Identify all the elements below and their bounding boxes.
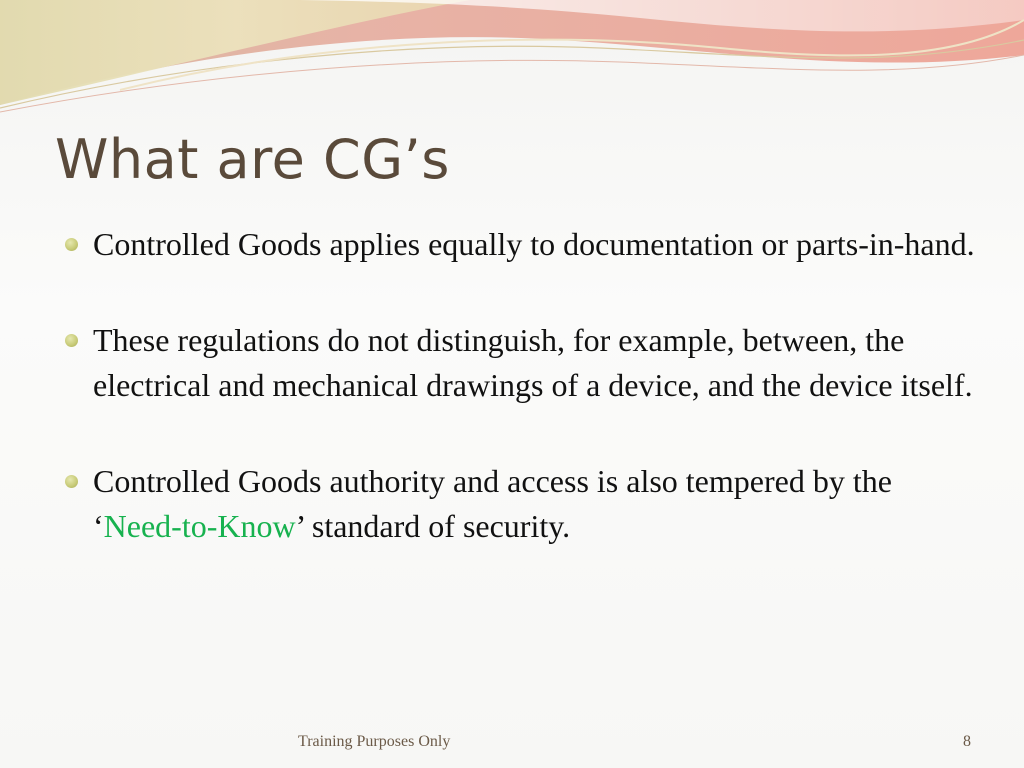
bullet-dot-icon: [65, 238, 78, 251]
bullet-dot-icon: [65, 334, 78, 347]
bullet-dot-icon: [65, 475, 78, 488]
decorative-swoosh-header: [0, 0, 1024, 130]
bullet-text-after: ’ standard of security.: [295, 508, 571, 544]
bullet-item: [60, 459, 980, 549]
bullet-item: [60, 318, 980, 408]
bullet-item: [60, 222, 980, 267]
slide-title: What are CG’s: [55, 128, 450, 191]
bullet-text: These regulations do not distinguish, for example, between, the electrical and mechanical drawings of a device, and the device itself.: [93, 322, 973, 403]
slide-footer: Training Purposes Only: [298, 733, 451, 750]
highlighted-term: Need-to-Know: [103, 508, 296, 544]
page-number: 8: [963, 733, 971, 750]
bullet-text-before: Controlled Goods authority and access is also tempered by the ‘: [93, 463, 892, 544]
bullet-text: Controlled Goods applies equally to documentation or parts-in-hand.: [93, 226, 975, 262]
bullet-list: [60, 222, 980, 600]
